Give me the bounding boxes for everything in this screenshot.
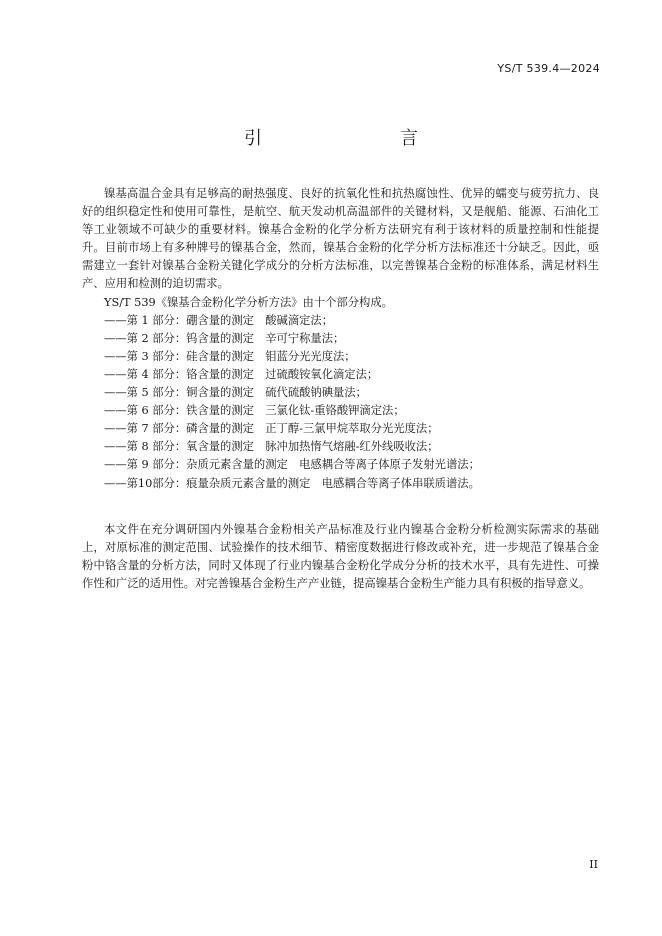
list-item: ——第10部分：痕量杂质元素含量的测定 电感耦合等离子体串联质谱法。 <box>104 476 480 490</box>
list-item: ——第 6 部分：铁含量的测定 三氯化钛-重铬酸钾滴定法； <box>104 404 405 418</box>
parts-list <box>82 312 599 493</box>
intro-paragraph-1: 镍基高温合金具有足够高的耐热强度、良好的抗氧化性和抗热腐蚀性、优异的蠕变与疲劳抗力、良好的组织稳定性和使用可靠性，是航空、航天发动机高温部件的关键材料，又是舰船、能源、石油化工等工业领域不可缺少的重要材料。镍基合金粉的化学分析方法研究有利于该材料的质量控制和性能提升。目前市场上有多种牌号的镍基合金，然而，镍基合金粉的化学分析方法标准还十分缺乏。因此，亟需建立一套针对镍基合金粉关键化学成分的分析方法标准，以完善镍基合金粉的标准体系，满足材料生产、应用和检测的迫切需求。 <box>82 187 599 291</box>
intro-paragraph-3: 本文件在充分调研国内外镍基合金粉相关产品标准及行业内镍基合金粉分析检测实际需求的基础上，对原标准的测定范围、试验操作的技术细节、精密度数据进行修改或补充，进一步规范了镍基合金粉中铬含量的分析方法，同时又体现了行业内镍基合金粉化学成分分析的技术水平，具有先进性、可操作性和广泛的适用性。对完善镍基合金粉生产产业链，提高镍基合金粉生产能力具有积极的指导意义。 <box>82 522 599 590</box>
document-body <box>82 185 599 593</box>
standard-code: YS/T 539.4—2024 <box>497 62 600 75</box>
page-title: 引 言 <box>244 128 452 149</box>
list-item: ——第 5 部分：铜含量的测定 硫代硫酸钠碘量法； <box>104 386 367 400</box>
list-item: ——第 2 部分：钨含量的测定 辛可宁称量法； <box>104 331 345 345</box>
list-item: ——第 4 部分：铬含量的测定 过硫酸铵氧化滴定法； <box>104 367 379 381</box>
intro-paragraph-2: YS/T 539《镍基合金粉化学分析方法》由十个部分构成。 <box>104 295 393 309</box>
list-item: ——第 7 部分：磷含量的测定 正丁醇-三氯甲烷萃取分光光度法； <box>104 422 439 436</box>
list-item: ——第 9 部分：杂质元素含量的测定 电感耦合等离子体原子发射光谱法； <box>104 458 480 472</box>
list-item: ——第 8 部分：氧含量的测定 脉冲加热惰气熔融-红外线吸收法； <box>104 440 439 454</box>
page-number: II <box>589 858 598 871</box>
list-item: ——第 1 部分：硼含量的测定 酸碱滴定法； <box>104 313 334 327</box>
list-item: ——第 3 部分：硅含量的测定 钼蓝分光光度法； <box>104 349 356 363</box>
